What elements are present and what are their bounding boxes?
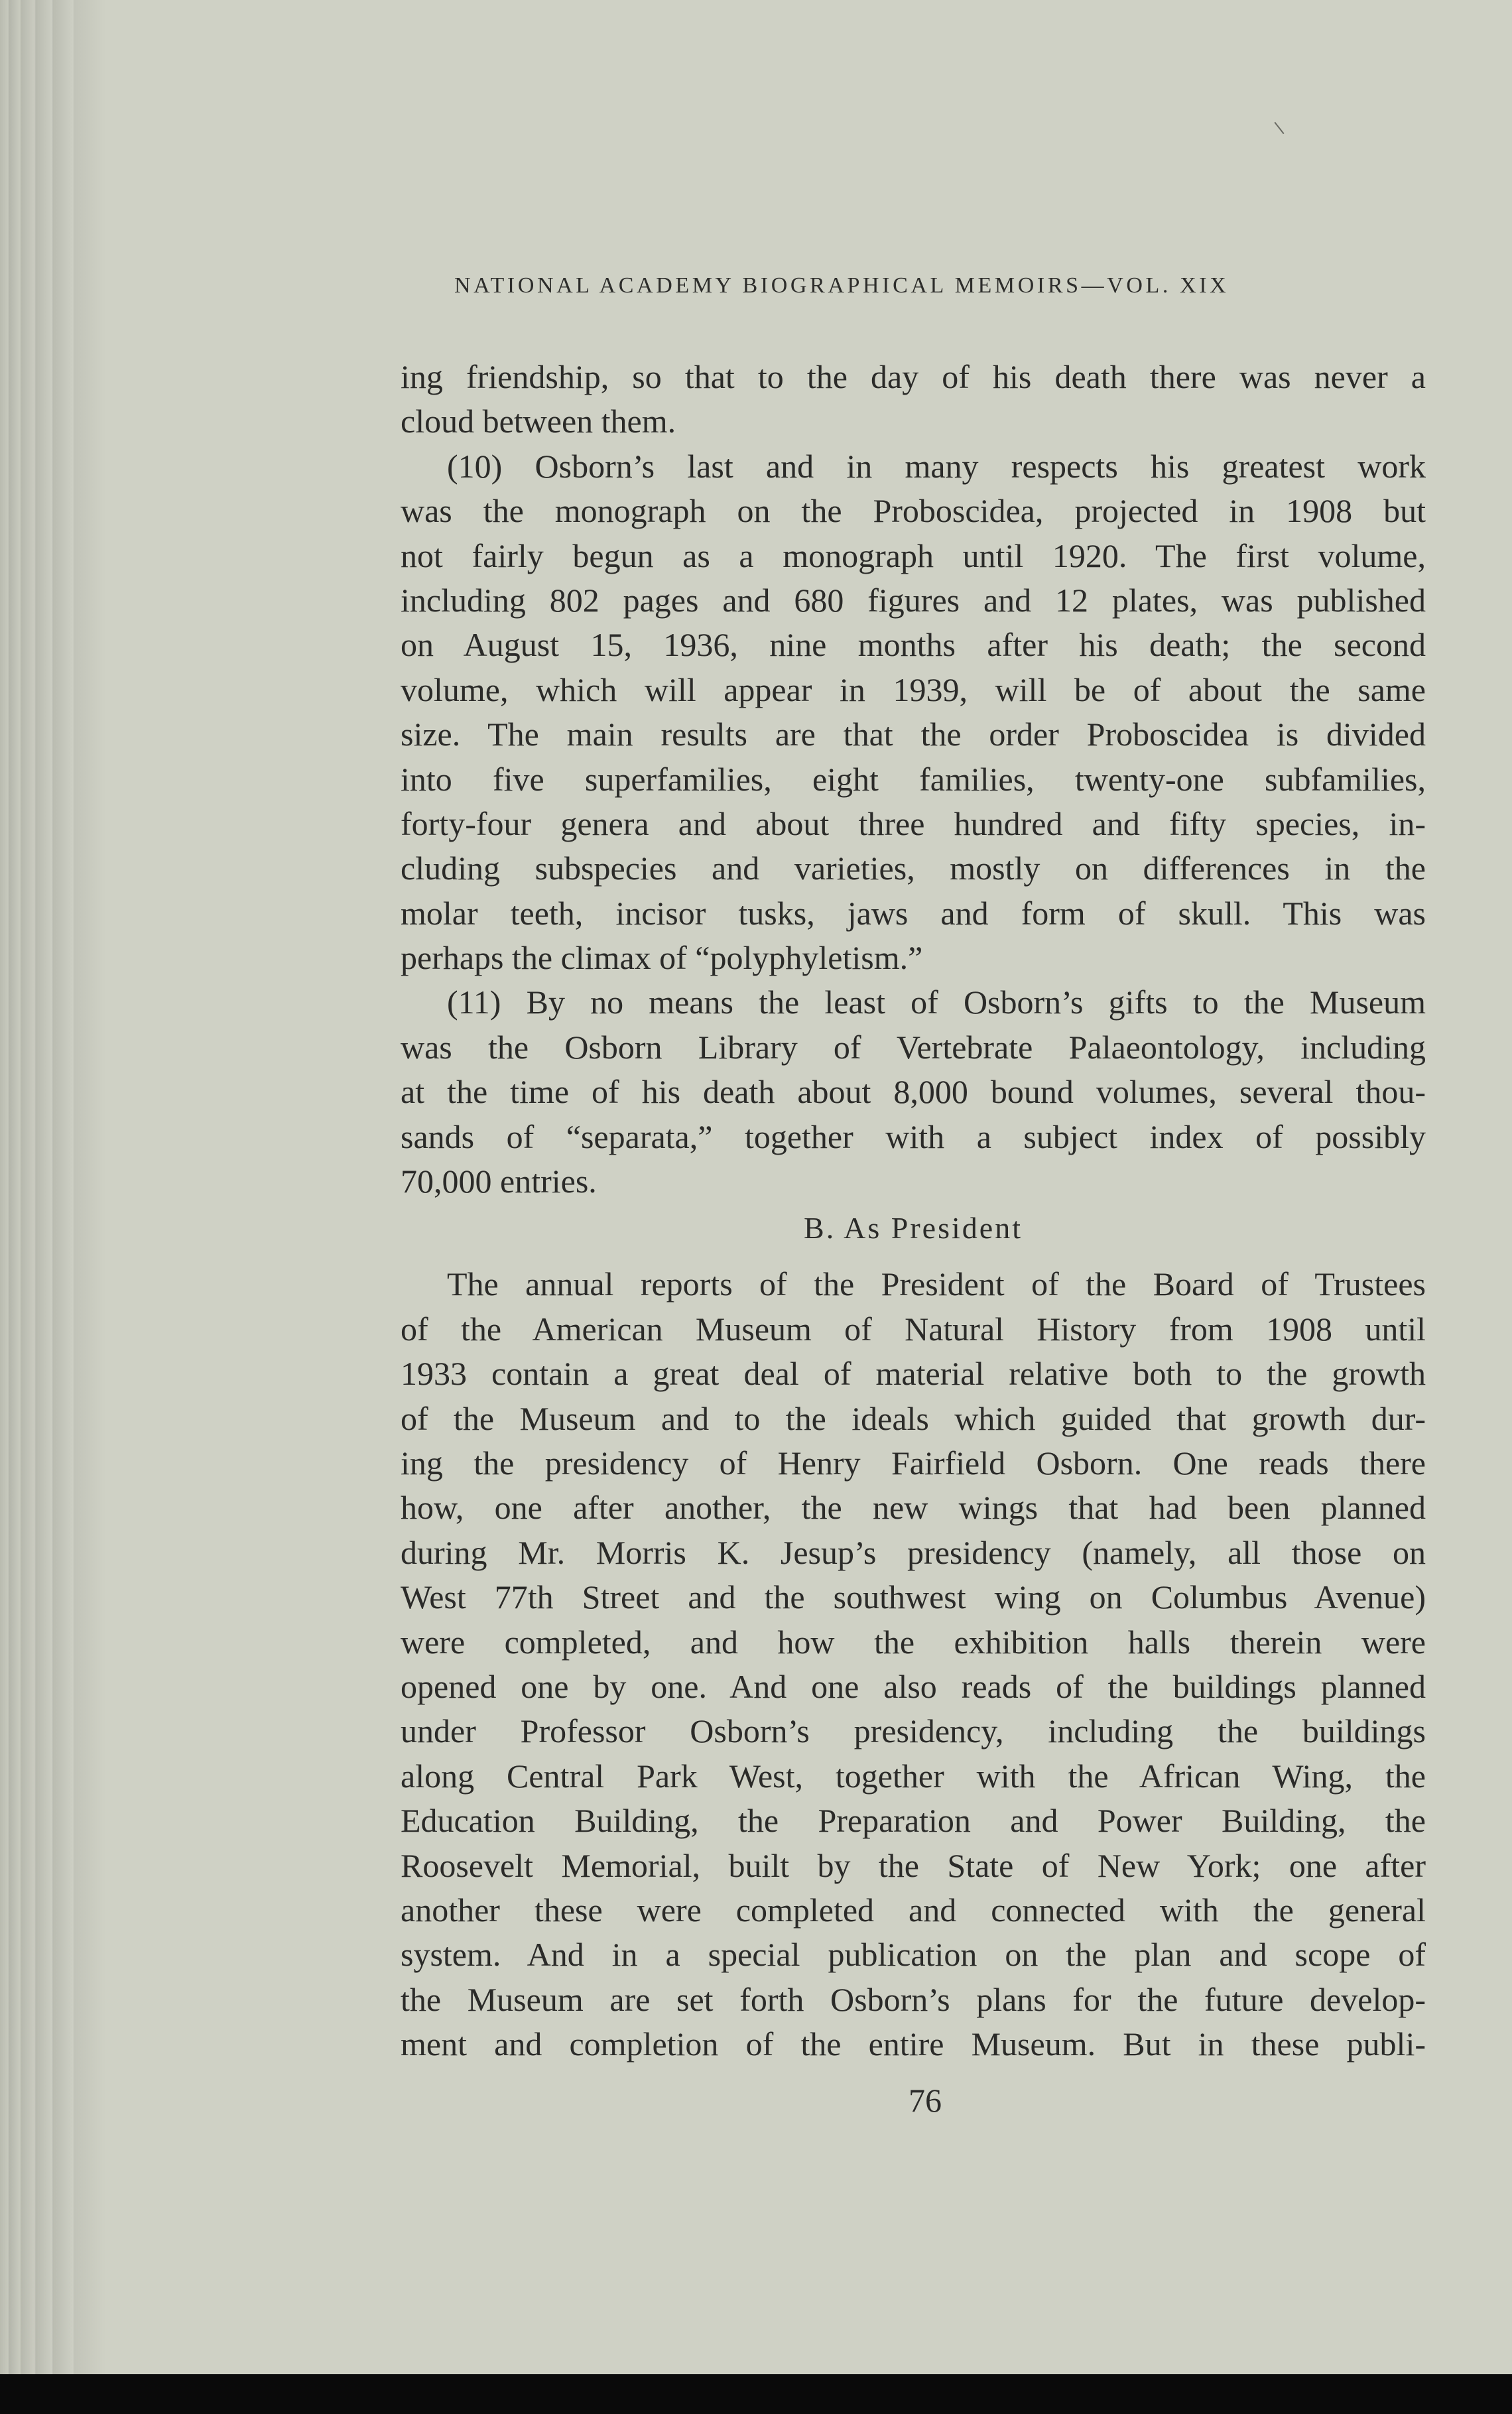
text-line: at the time of his death about 8,000 bound volumes, several thou- — [401, 1073, 1426, 1111]
text-line: cloud between them. — [401, 403, 676, 440]
text-line: were completed, and how the exhibition halls therein were — [401, 1623, 1426, 1661]
text-line: (10) Osborn’s last and in many respects his greatest work — [447, 447, 1426, 485]
text-line: 70,000 entries. — [401, 1163, 597, 1200]
text-line: including 802 pages and 680 figures and 12 plates, was published — [401, 581, 1426, 619]
text-line: of the Museum and to the ideals which guided that growth dur- — [401, 1399, 1426, 1437]
text-line: not fairly begun as a monograph until 1920. The first volume, — [401, 537, 1426, 574]
text-line: ing friendship, so that to the day of his death there was never a — [401, 358, 1426, 395]
text-line: ing the presidency of Henry Fairfield Osborn. One reads there — [401, 1444, 1426, 1482]
text-line: during Mr. Morris K. Jesup’s presidency (namely, all those on — [401, 1533, 1426, 1571]
text-line: molar teeth, incisor tusks, jaws and form of skull. This was — [401, 894, 1426, 932]
scan-bottom-border — [0, 2374, 1512, 2414]
text-line: Roosevelt Memorial, built by the State of New York; one after — [401, 1846, 1426, 1884]
text-line: (11) By no means the least of Osborn’s gifts to the Museum — [447, 984, 1426, 1021]
text-line: opened one by one. And one also reads of the buildings planned — [401, 1667, 1426, 1705]
text-line: The annual reports of the President of the Board of Trustees — [447, 1265, 1426, 1303]
page-number: 76 — [909, 2082, 942, 2119]
text-line: system. And in a special publication on the plan and scope of — [401, 1936, 1426, 1974]
text-line: Education Building, the Preparation and Power Building, the — [401, 1802, 1426, 1840]
text-line: of the American Museum of Natural History from 1908 until — [401, 1310, 1426, 1348]
text-line: another these were completed and connected with the general — [401, 1891, 1426, 1929]
text-line: was the Osborn Library of Vertebrate Palaeontology, including — [401, 1028, 1426, 1066]
text-line: perhaps the climax of “polyphyletism.” — [401, 939, 923, 977]
paper-mark — [1274, 122, 1284, 135]
text-line: cluding subspecies and varieties, mostly on differences in the — [401, 850, 1426, 887]
text-line: into five superfamilies, eight families, twenty-one subfamilies, — [401, 760, 1426, 798]
page-stack-edges — [0, 0, 106, 2374]
text-line: volume, which will appear in 1939, will be of about the same — [401, 670, 1426, 708]
text-line: along Central Park West, together with the African Wing, the — [401, 1757, 1426, 1795]
body-text — [401, 355, 1426, 2066]
text-line: 1933 contain a great deal of material relative both to the growth — [401, 1355, 1426, 1393]
text-line: size. The main results are that the order Proboscidea is divided — [401, 716, 1426, 753]
text-line: ment and completion of the entire Museum. But in these publi- — [401, 2025, 1426, 2063]
running-head: NATIONAL ACADEMY BIOGRAPHICAL MEMOIRS—VOL. XIX — [454, 273, 1229, 298]
text-line: West 77th Street and the southwest wing on Columbus Avenue) — [401, 1578, 1426, 1616]
text-line: was the monograph on the Proboscidea, projected in 1908 but — [401, 492, 1426, 530]
text-line: on August 15, 1936, nine months after his death; the second — [401, 626, 1426, 664]
text-line: the Museum are set forth Osborn’s plans for the future develop- — [401, 1980, 1426, 2018]
text-line: forty-four genera and about three hundred and fifty species, in- — [401, 804, 1426, 842]
section-heading: B. As President — [804, 1211, 1023, 1245]
text-line: sands of “separata,” together with a subject index of possibly — [401, 1117, 1426, 1155]
text-line: how, one after another, the new wings that had been planned — [401, 1489, 1426, 1527]
text-line: under Professor Osborn’s presidency, including the buildings — [401, 1712, 1426, 1750]
